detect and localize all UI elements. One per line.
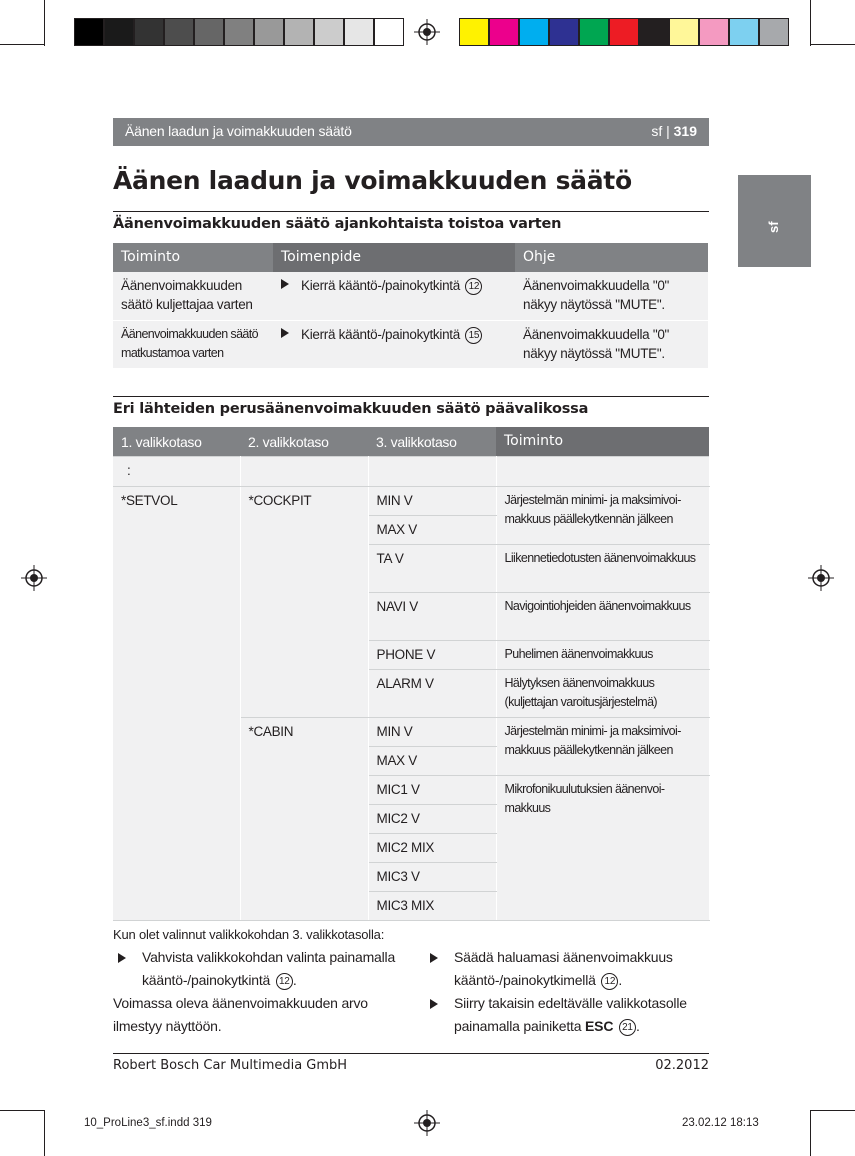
color-swatch [104, 18, 134, 46]
side-tab-label: sf [766, 221, 781, 233]
crop-mark [811, 1110, 855, 1111]
reference-number-icon: 15 [465, 327, 482, 344]
color-swatch [374, 18, 404, 46]
cell-level3: ALARM V [368, 670, 496, 718]
col-header-function: Toiminto [113, 243, 273, 272]
cell-level1: *SETVOL [113, 487, 240, 921]
cell-level2-cabin: *CABIN [240, 718, 368, 921]
cell-function: Mikrofonikuulutuksien äänenvoimakkuus [496, 776, 709, 921]
cell-level3: MIC2 V [368, 805, 496, 834]
registration-mark-icon [808, 565, 834, 591]
menu-level-table [113, 427, 710, 921]
cell-level3: TA V [368, 545, 496, 593]
col-header-level2: 2. valikkotaso [240, 427, 368, 457]
cell-function: Puhelimen äänenvoimakkuus [496, 641, 709, 670]
color-swatch [74, 18, 104, 46]
bullet-triangle-icon [281, 328, 289, 338]
bullet-triangle-icon [118, 953, 126, 963]
cell-level3: MIC3 MIX [368, 892, 496, 921]
color-swatch [344, 18, 374, 46]
instruction-step: Säädä haluamasi äänenvoimakkuus kääntö-/painokytkimellä 12 . [430, 946, 710, 992]
crop-mark [811, 44, 855, 45]
cell-level3: PHONE V [368, 641, 496, 670]
table-row [113, 272, 708, 320]
slug-date: 23.02.12 18:13 [682, 1117, 759, 1129]
cell-level3: MIC2 MIX [368, 834, 496, 863]
registration-mark-icon [414, 1110, 440, 1136]
cell-function: Järjestelmän minimi- ja maksimivoimakkuus päällekytkennän jälkeen [496, 487, 709, 545]
section-divider [113, 396, 709, 397]
color-swatch [284, 18, 314, 46]
header-separator: | [662, 123, 674, 139]
crop-mark [0, 1110, 44, 1111]
color-swatch [164, 18, 194, 46]
slug-file: 10_ProLine3_sf.indd 319 [84, 1117, 212, 1129]
col-header-action: Toimenpide [273, 243, 515, 272]
section1-heading: Äänenvoimakkuuden säätö ajankohtaista toistoa varten [113, 216, 562, 232]
cell-function: Äänenvoimakkuuden säätö kuljettajaa varten [113, 272, 273, 320]
reference-number-icon: 12 [465, 278, 482, 295]
color-swatch [729, 18, 759, 46]
language-side-tab [738, 175, 811, 267]
section2-heading: Eri lähteiden perusäänenvoimakkuuden säätö päävalikossa [113, 401, 589, 417]
ellipsis-cell: : [113, 457, 240, 487]
color-swatch [459, 18, 489, 46]
color-swatch [134, 18, 164, 46]
color-swatch [224, 18, 254, 46]
cell-level3: MIC3 V [368, 863, 496, 892]
registration-mark-icon [414, 19, 440, 45]
cell-level3: MAX V [368, 516, 496, 545]
crop-mark [44, 0, 45, 46]
color-swatch [759, 18, 789, 46]
bullet-triangle-icon [430, 999, 438, 1009]
header-section-title: Äänen laadun ja voimakkuuden säätö [125, 123, 352, 139]
col-header-function: Toiminto [496, 427, 709, 457]
col-header-level1: 1. valikkotaso [113, 427, 240, 457]
cell-function: Navigointiohjeiden äänenvoimakkuus [496, 593, 709, 641]
footer-publisher: Robert Bosch Car Multimedia GmbH [113, 1058, 348, 1073]
color-swatch [609, 18, 639, 46]
header-page: 319 [673, 123, 697, 139]
color-swatch [254, 18, 284, 46]
bullet-triangle-icon [430, 953, 438, 963]
reference-number-icon: 12 [601, 973, 618, 990]
crop-mark [810, 1110, 811, 1156]
color-swatch [314, 18, 344, 46]
color-swatch [549, 18, 579, 46]
cell-function: Liikennetiedotusten äänenvoimakkuus [496, 545, 709, 593]
crop-mark [810, 0, 811, 46]
color-swatch [699, 18, 729, 46]
col-header-level3: 3. valikkotaso [368, 427, 496, 457]
cell-function: Hälytyksen äänenvoimakkuus (kuljettajan varoitusjärjestelmä) [496, 670, 709, 718]
color-swatch [579, 18, 609, 46]
registration-mark-icon [21, 565, 47, 591]
color-swatch [639, 18, 669, 46]
cell-level2-cockpit: *COCKPIT [240, 487, 368, 718]
cell-hint: Äänenvoimakkuudella "0" näkyy näytössä "MUTE". [515, 272, 708, 320]
esc-key-label: ESC [585, 1018, 614, 1034]
header-lang: sf [651, 123, 663, 139]
cell-level3: MAX V [368, 747, 496, 776]
instructions-intro: Kun olet valinnut valikkokohdan 3. valikkotasolla: [113, 927, 385, 942]
page-title: Äänen laadun ja voimakkuuden säätö [113, 166, 632, 195]
cell-function: Äänenvoimakkuuden säätö matkustamoa varten [113, 320, 273, 368]
color-swatch [669, 18, 699, 46]
volume-table [113, 243, 708, 369]
table-row [113, 457, 709, 487]
cell-action: Kierrä kääntö-/painokytkintä 12 [273, 272, 515, 320]
color-swatch [194, 18, 224, 46]
col-header-hint: Ohje [515, 243, 708, 272]
footer-date: 02.2012 [655, 1058, 709, 1073]
bullet-triangle-icon [281, 279, 289, 289]
crop-mark [44, 1110, 45, 1156]
header-page-number [651, 123, 697, 139]
instruction-step: Vahvista valikkokohdan valinta painamalla kääntö-/painokytkintä 12 . [118, 946, 408, 992]
cell-level3: MIN V [368, 718, 496, 747]
table-row [113, 487, 709, 516]
cell-level3: NAVI V [368, 593, 496, 641]
running-header [113, 118, 709, 146]
section-divider [113, 211, 709, 212]
cell-function: Järjestelmän minimi- ja maksimivoimakkuus päällekytkennän jälkeen [496, 718, 709, 776]
cell-action: Kierrä kääntö-/painokytkintä 15 [273, 320, 515, 368]
reference-number-icon: 21 [619, 1019, 636, 1036]
cell-level3: MIC1 V [368, 776, 496, 805]
color-swatch [519, 18, 549, 46]
crop-mark [0, 44, 44, 45]
instruction-step: Siirry takaisin edeltävälle valikkotasolle painamalla painiketta ESC 21 . [430, 992, 710, 1038]
reference-number-icon: 12 [276, 973, 293, 990]
cell-hint: Äänenvoimakkuudella "0" näkyy näytössä "MUTE". [515, 320, 708, 368]
color-swatch [489, 18, 519, 46]
cell-level3: MIN V [368, 487, 496, 516]
footer-divider [113, 1053, 709, 1054]
instruction-note: Voimassa oleva äänenvoimakkuuden arvo ilmestyy näyttöön. [113, 995, 368, 1034]
table-row [113, 320, 708, 368]
